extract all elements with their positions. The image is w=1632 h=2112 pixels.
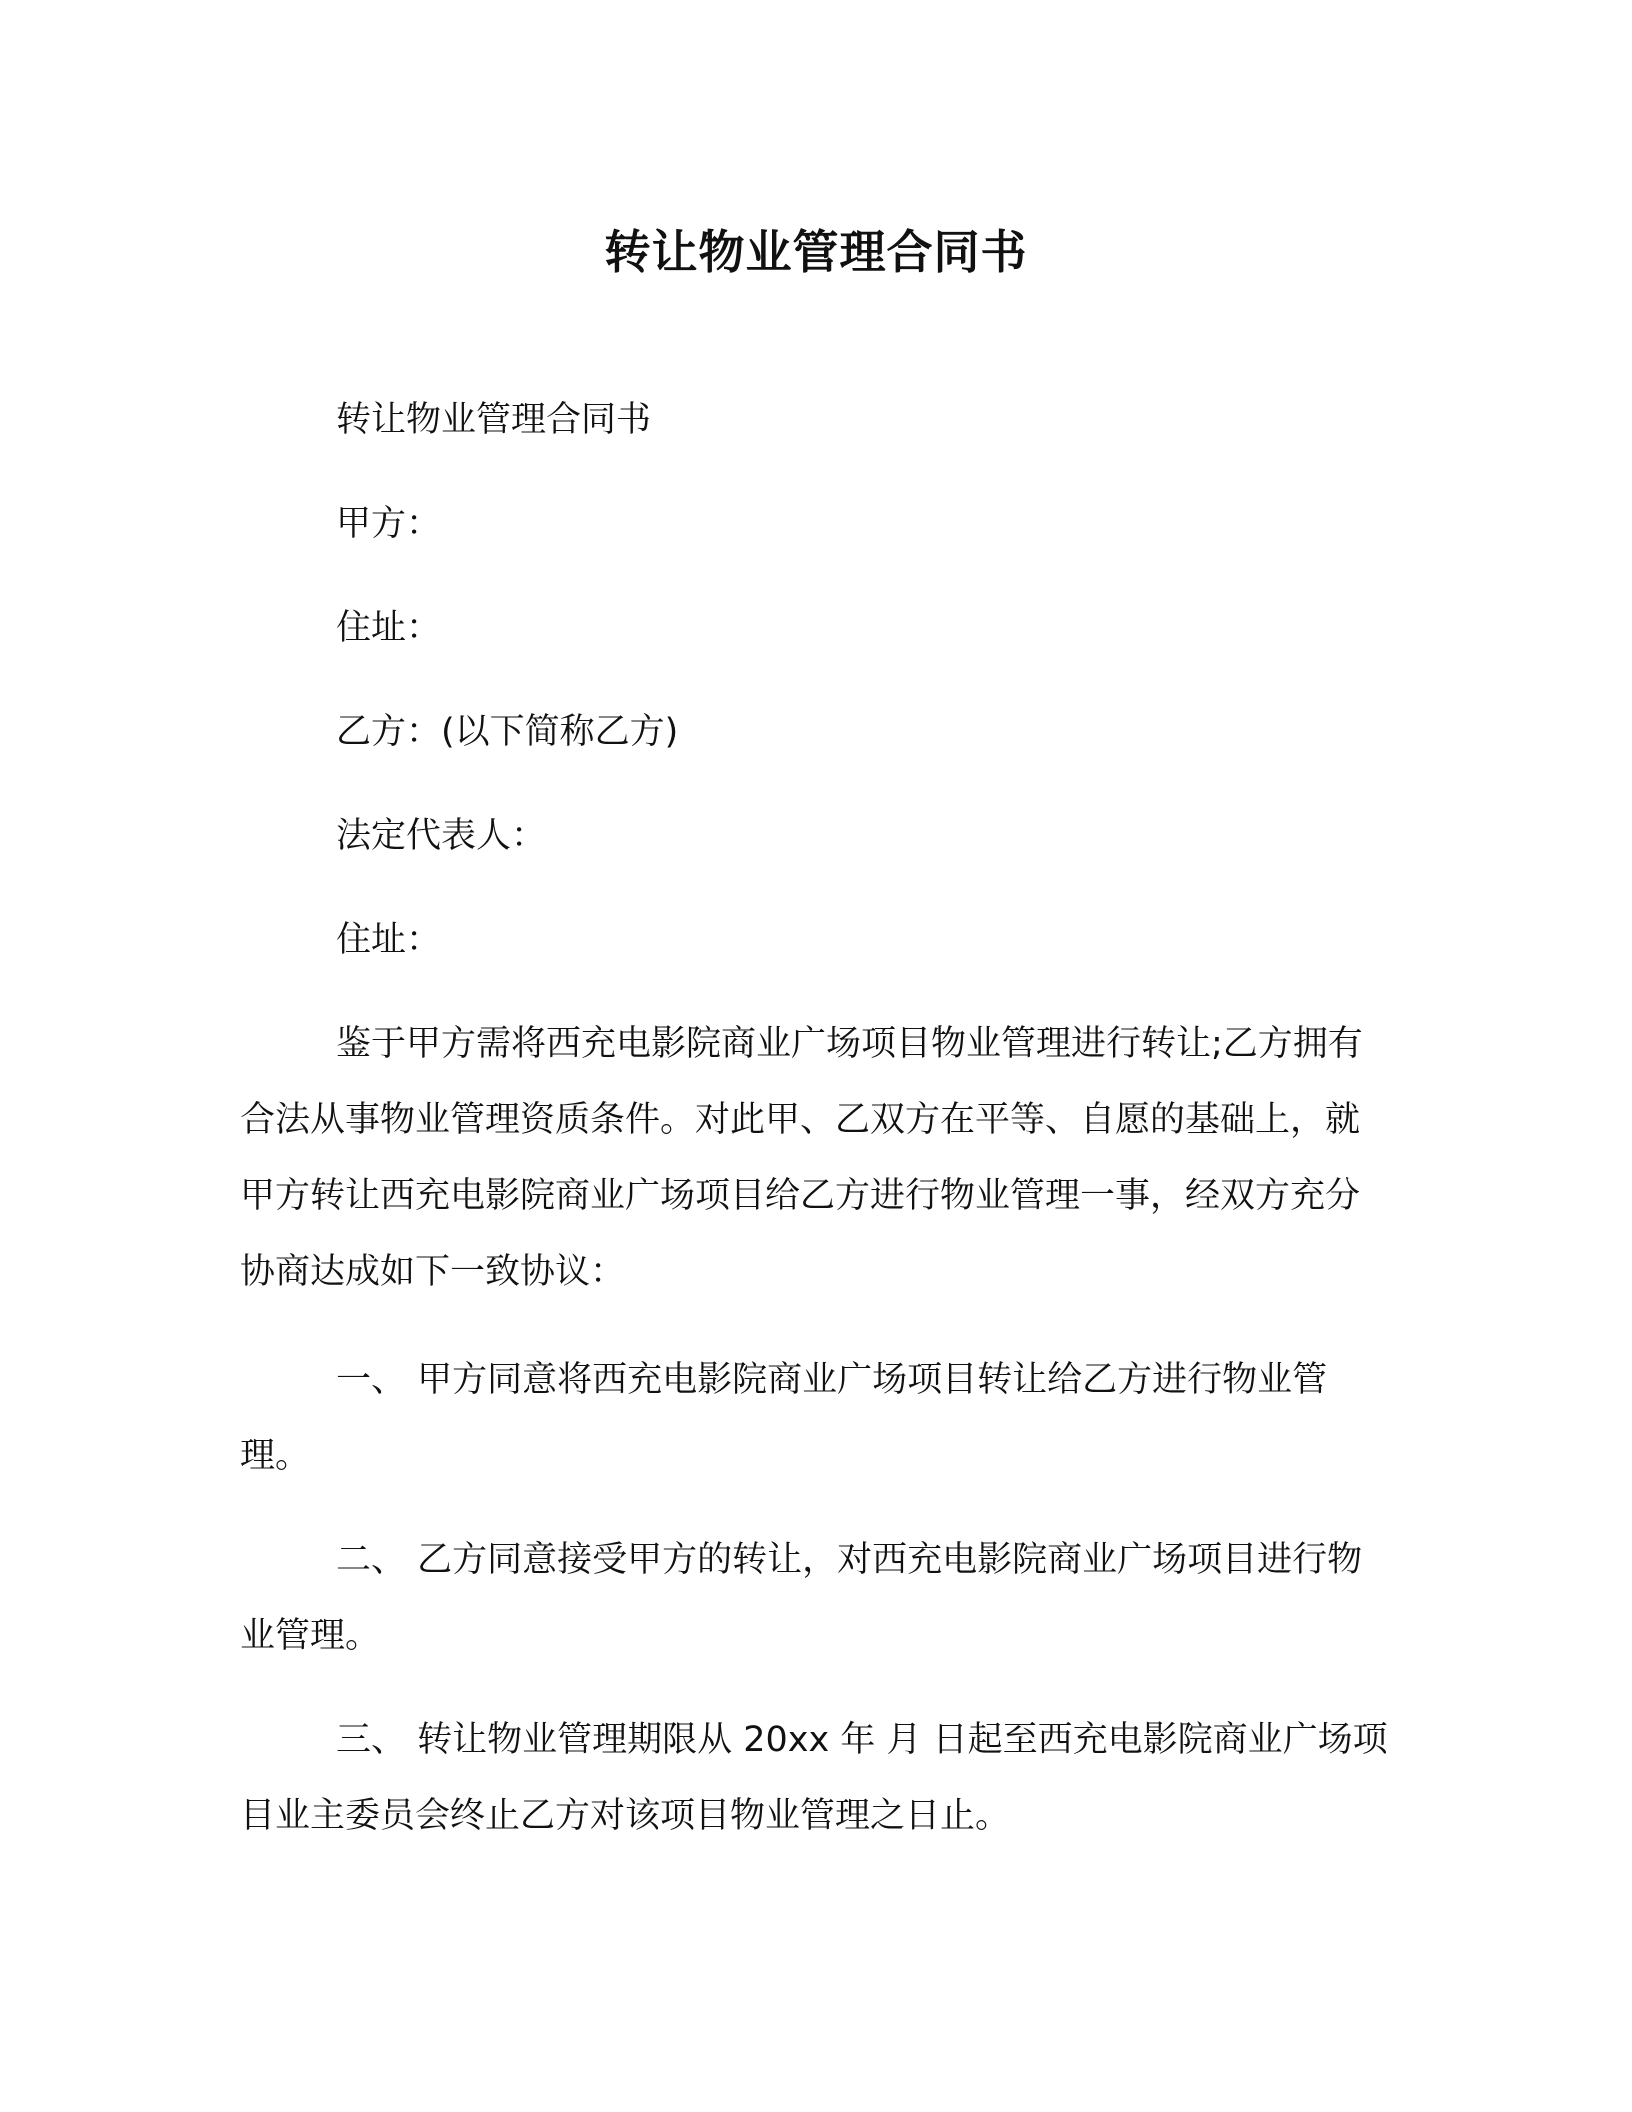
paragraph-clause-1: 一、 甲方同意将西充电影院商业广场项目转让给乙方进行物业管理。 (240, 1360, 1328, 1476)
paragraph-clause-2: 二、 乙方同意接受甲方的转让，对西充电影院商业广场项目进行物业管理。 (240, 1540, 1363, 1656)
document-title: 转让物业管理合同书 (604, 225, 1028, 279)
paragraph-preamble: 鉴于甲方需将西充电影院商业广场项目物业管理进行转让;乙方拥有合法从事物业管理资质条件。对此甲、乙双方在平等、自愿的基础上，就甲方转让西充电影院商业广场项目给乙方进行物业管理一事，经双方充分协商达成如下一致协议： (240, 1024, 1363, 1292)
paragraph-clause-3: 三、 转让物业管理期限从 20xx 年 月 日起至西充电影院商业广场项目业主委员会终止乙方对该项目物业管理之日止。 (240, 1720, 1388, 1836)
header-line-legal-representative: 法定代表人： (336, 816, 547, 856)
header-line-party-a: 甲方： (336, 504, 442, 544)
header-line-address-b: 住址： (336, 920, 442, 960)
header-line-party-b: 乙方：(以下简称乙方) (336, 712, 679, 752)
header-line-address-a: 住址： (336, 608, 442, 648)
header-line-subtitle: 转让物业管理合同书 (336, 400, 652, 440)
